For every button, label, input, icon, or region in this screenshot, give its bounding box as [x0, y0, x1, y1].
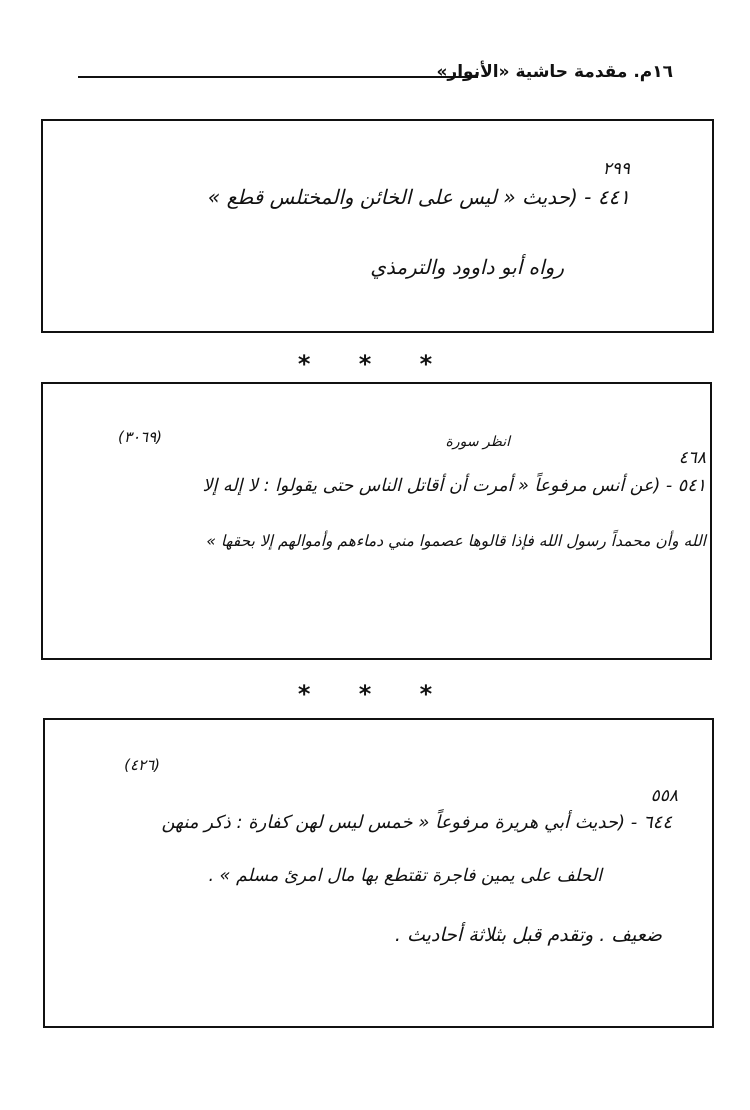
entry-3-new-number: ٥٥٨	[650, 786, 678, 806]
entry-2-reference: (٣٠٦٩)	[118, 428, 162, 446]
page-header	[78, 62, 673, 92]
entry-box-1	[41, 119, 714, 333]
entry-3-line-2: الحلف على يمين فاجرة تقتطع بها مال امرئ مسلم » .	[208, 866, 602, 886]
entry-3-line-1: ٦٤٤ - (حديث أبي هريرة مرفوعاً « خمس ليس لهن كفارة : ذكر منهن	[161, 812, 672, 833]
entry-box-3	[43, 718, 714, 1028]
separator-stars-2: * * *	[297, 680, 453, 708]
entry-2-margin-note: انظر سورة	[445, 434, 510, 450]
entry-1-line-2: رواه أبو داوود والترمذي	[370, 255, 564, 279]
entry-2-line-1: ٥٤١ - (عن أنس مرفوعاً « أمرت أن أقاتل الناس حتى يقولوا : لا إله إلا	[202, 476, 706, 496]
entry-1-new-number: ٢٩٩	[602, 159, 630, 179]
entry-1-line-1: ٤٤١ - (حديث « ليس على الخائن والمختلس قطع »	[207, 185, 630, 209]
header-rule	[78, 76, 478, 78]
page-title: ١٦م. مقدمة حاشية «الأنوار»	[436, 62, 673, 82]
entry-2-line-2: الله وأن محمداً رسول الله فإذا قالوها عصموا مني دماءهم وأموالهم إلا بحقها »	[206, 532, 706, 550]
entry-box-2	[41, 382, 712, 660]
entry-2-new-number: ٤٦٨	[678, 448, 706, 468]
entry-3-reference: (٤٢٦)	[124, 756, 160, 774]
entry-3-line-3: ضعيف . وتقدم قبل بثلاثة أحاديث .	[394, 924, 662, 946]
separator-stars-1: * * *	[297, 350, 453, 378]
